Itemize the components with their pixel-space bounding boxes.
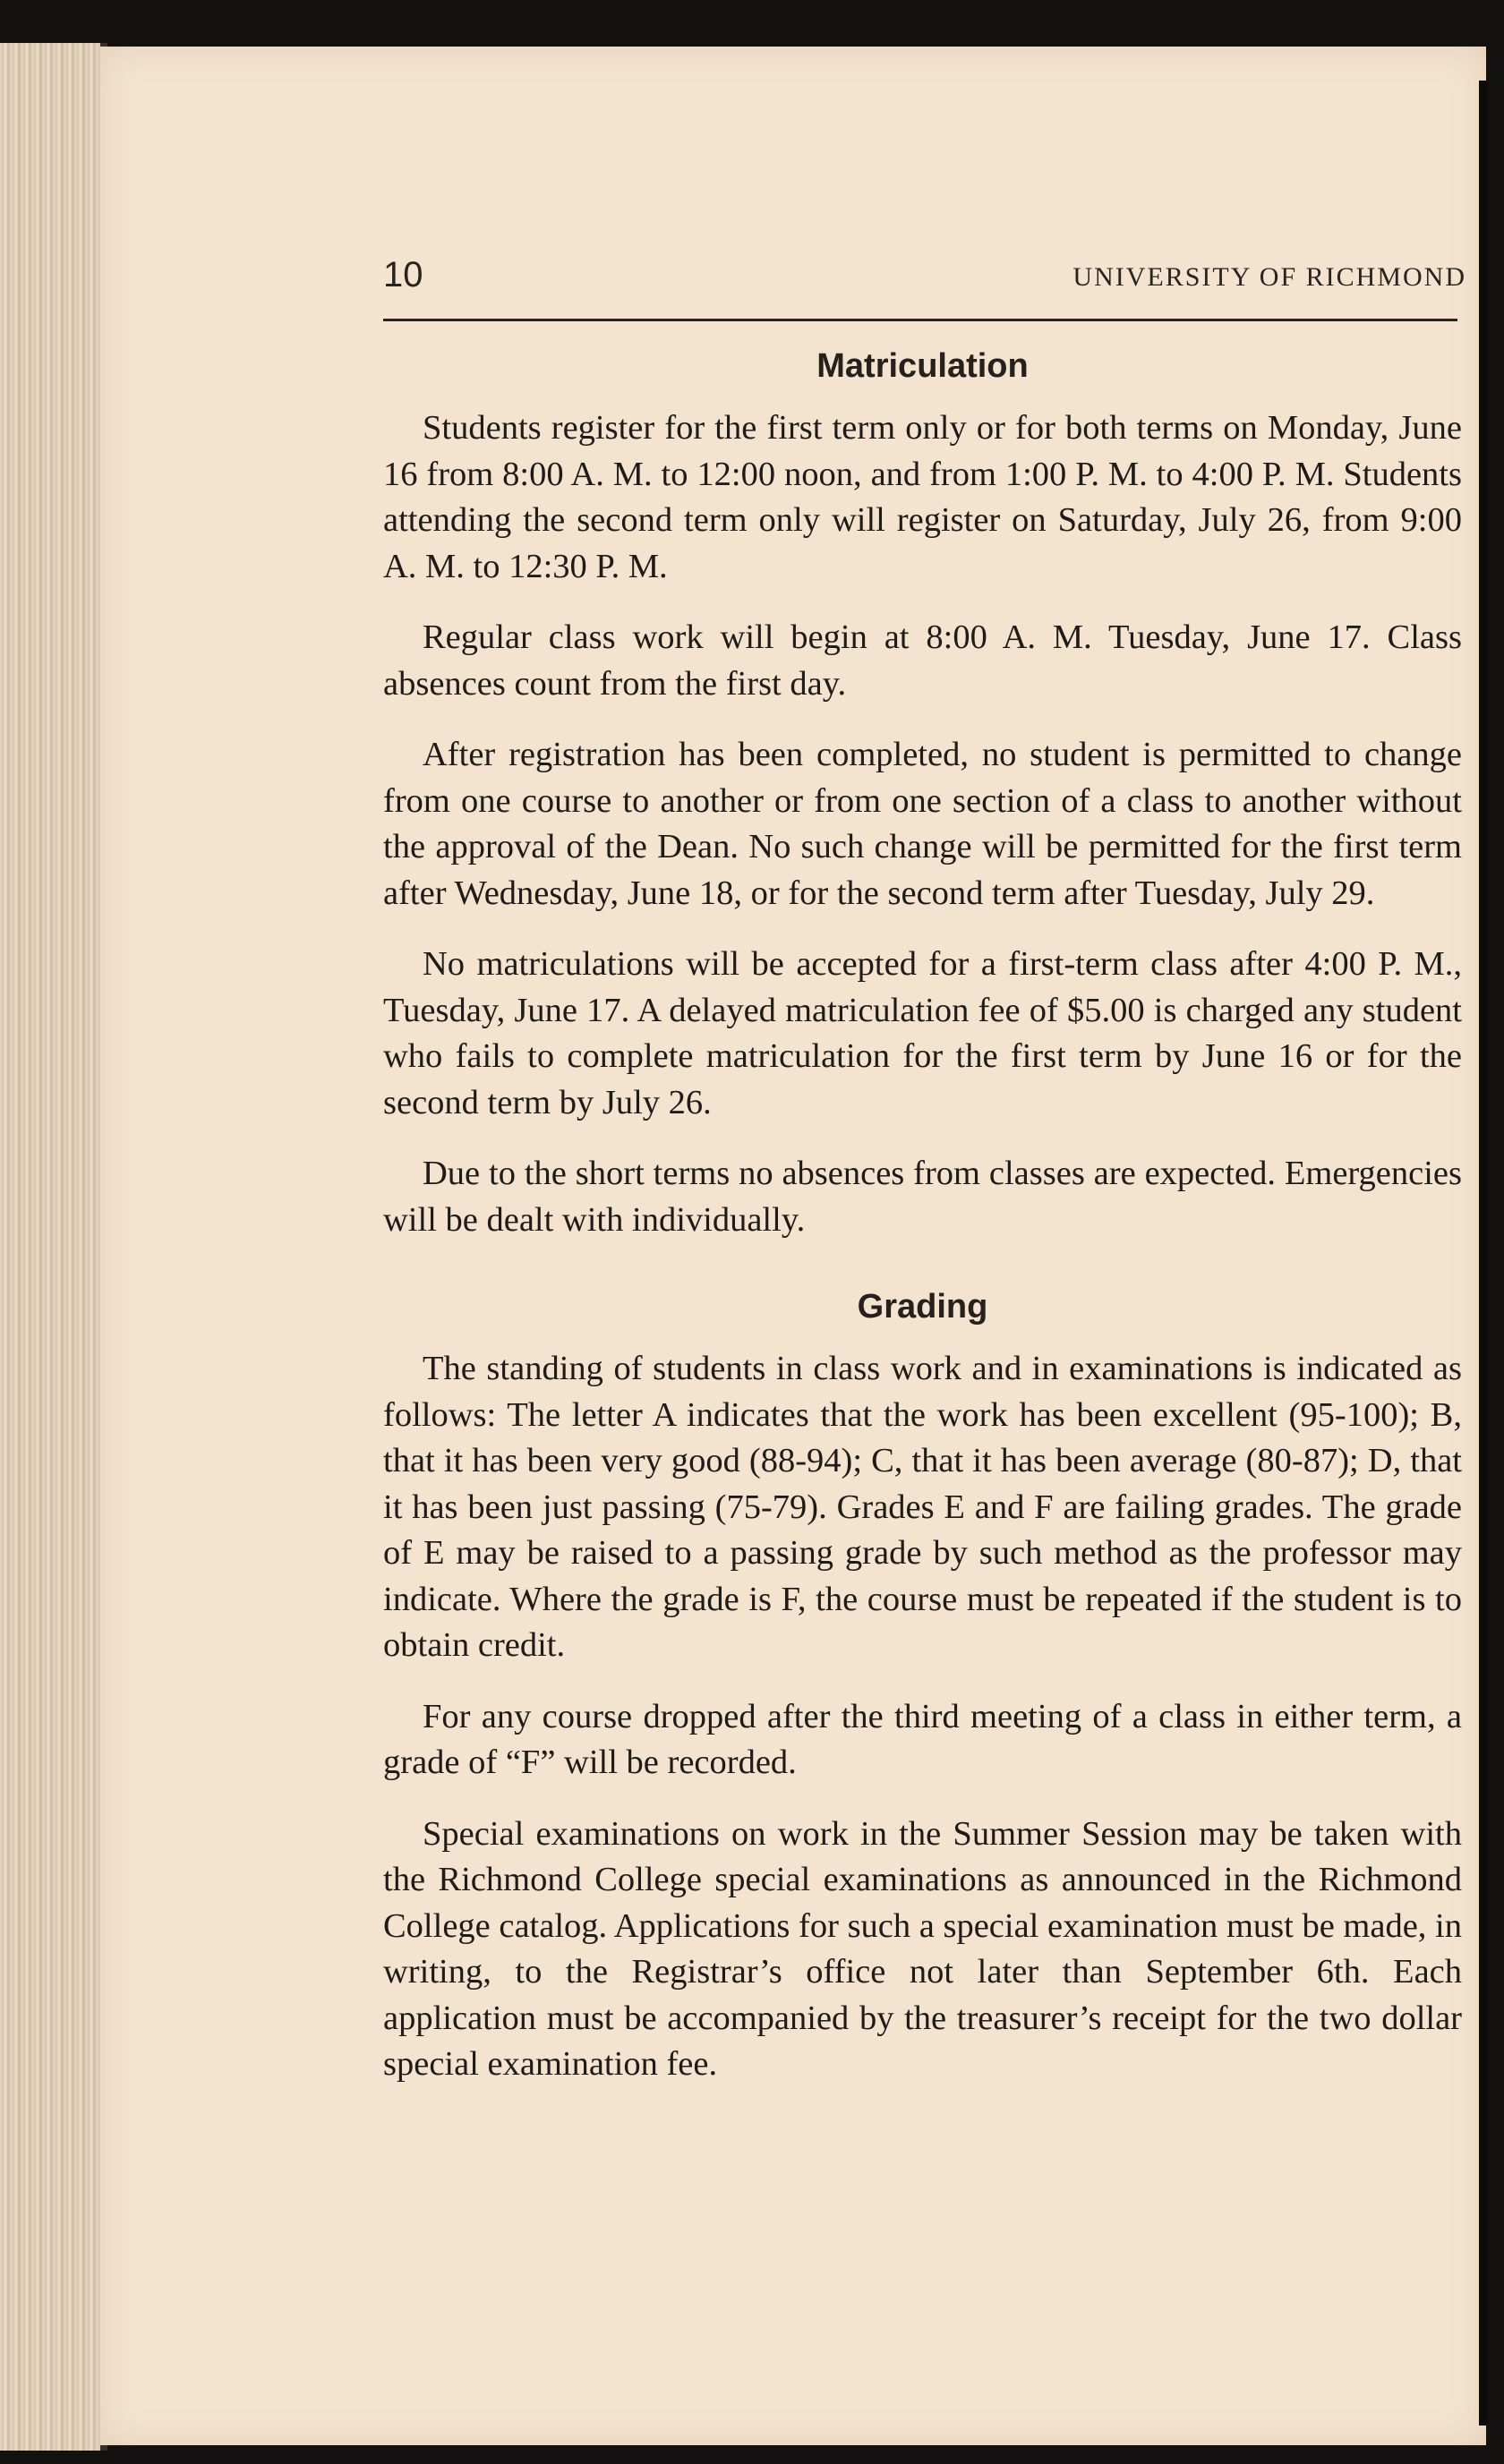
paragraph-absences: Due to the short terms no absences from classes are expected. Emergencies will be dealt with individually. bbox=[383, 1155, 1462, 1239]
paragraph-delayed-matriculation: No matriculations will be accepted for a first-term class after 4:00 P. M., Tuesday, June 17. A delayed matriculation fee of $5.00 is charged any student who fails to complete matriculation for the first term by June 16 or for the second term by July 26. bbox=[383, 945, 1462, 1121]
paragraph-course-change: After registration has been completed, no student is permitted to change from one course to another or from one section of a class to another without the approval of the Dean. No such change will be permitted for the first term after Wednesday, June 18, or for the second term after Tuesday, July 29. bbox=[383, 736, 1462, 912]
running-head: UNIVERSITY OF RICHMOND bbox=[1072, 262, 1466, 292]
paragraph-class-work: Regular class work will begin at 8:00 A. M. Tuesday, June 17. Class absences count from the first day. bbox=[383, 618, 1462, 703]
paragraph-registration: Students register for the first term only or for both terms on Monday, June 16 from 8:00 A. M. to 12:00 noon, and from 1:00 P. M. to 4:00 P. M. Students attending the second term only will register on Saturday, July 26, from 9:00 A. M. to 12:30 P. M. bbox=[383, 409, 1462, 585]
page-header bbox=[383, 255, 1466, 309]
grading-heading: Grading bbox=[857, 1288, 988, 1326]
header-rule bbox=[383, 319, 1457, 321]
matriculation-heading: Matriculation bbox=[816, 347, 1029, 385]
paragraph-special-examinations: Special examinations on work in the Summer Session may be taken with the Richmond College special examinations as announced in the Richmond College catalog. Applications for such a special examination must be made, in writing, to the Registrar’s office not later than September 6th. Each application must be accompanied by the treasurer’s receipt for the two dollar special examination fee. bbox=[383, 1814, 1462, 2083]
page-edges bbox=[0, 43, 107, 2451]
paragraph-dropped-course: For any course dropped after the third meeting of a class in either term, a grade of “F” will be recorded. bbox=[383, 1697, 1462, 1781]
page-number: 10 bbox=[383, 255, 423, 294]
page-gutter-shadow bbox=[1479, 81, 1488, 2426]
paragraph-grade-scale: The standing of students in class work and in examinations is indicated as follows: The letter A indicates that the work has been excellent (95-100); B, that it has been very good (88-94); C, that it has been average (80-87); D, that it has been just passing (75-79). Grades E and F are failing grades. The grade of E may be raised to a passing grade by such method as the professor may indicate. Where the grade is F, the course must be repeated if the student is to obtain credit. bbox=[383, 1350, 1462, 1664]
page-content bbox=[383, 347, 1462, 2113]
